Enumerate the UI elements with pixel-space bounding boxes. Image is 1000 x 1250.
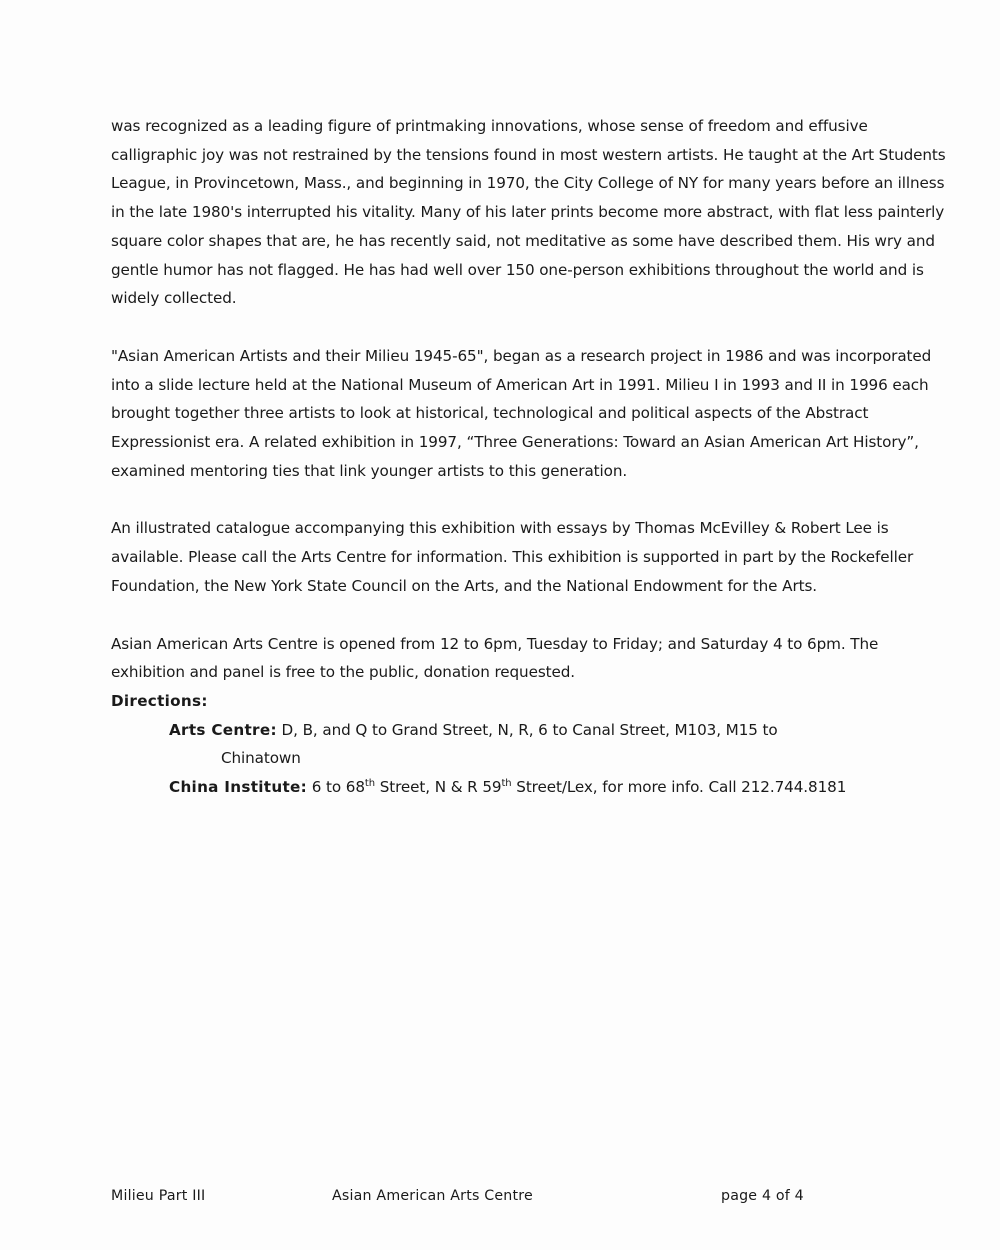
china-institute-text-2: Street, N & R 59 <box>374 778 502 797</box>
china-institute-sup-1: th <box>364 778 375 789</box>
china-institute-sup-2: th <box>501 778 512 789</box>
paragraph-artist-bio: was recognized as a leading figure of printmaking innovations, whose sense of freedom and effusive calligraphic joy was not restrained by the tensions found in most western artists. He taught at the Art Students League, in Provincetown, Mass., and beginning in 1970, the City College of NY for many years before an illness in the late 1980's interrupted his vitality. Many of his later prints become more abstract, with flat less painterly square color shapes that are, he has recently said, not meditative as some have described them. His wry and gentle humor has not flagged. He has had well over 150 one-person exhibitions throughout the world and is widely collected. <box>111 117 946 308</box>
paragraph-catalogue: An illustrated catalogue accompanying this exhibition with essays by Thomas McEvilley & Robert Lee is available. Please call the Arts Centre for information. This exhibition is supported in part by the Rockefeller Foundation, the New York State Council on the Arts, and the National Endowment for the Arts. <box>111 519 914 595</box>
arts-centre-directions: D, B, and Q to Grand Street, N, R, 6 to Canal Street, M103, M15 to <box>276 720 778 739</box>
directions-china-institute <box>169 773 956 802</box>
directions-heading: Directions: <box>111 691 208 710</box>
china-institute-label: China Institute: <box>169 778 307 797</box>
paragraph-milieu-history: "Asian American Artists and their Milieu 1945-65", began as a research project in 1986 and was incorporated into a slide lecture held at the National Museum of American Art in 1991. Milieu I in 1993 and II in 1996 each brought together three artists to look at historical, technological and political aspects of the Abstract Expressionist era. A related exhibition in 1997, “Three Generations: Toward an Asian American Art History”, examined mentoring ties that link younger artists to this generation. <box>111 346 932 480</box>
footer-page-number: page 4 of 4 <box>721 1188 804 1204</box>
arts-centre-directions-continued: Chinatown <box>221 749 301 768</box>
directions-arts-centre <box>169 716 956 745</box>
china-institute-text-3: Street/Lex, for more info. Call 212.744.8181 <box>511 778 847 797</box>
document-body <box>111 112 956 802</box>
china-institute-text-1: 6 to 68 <box>307 778 365 797</box>
footer-document-title: Milieu Part III <box>111 1188 206 1204</box>
page-footer <box>0 1184 1000 1208</box>
footer-organization: Asian American Arts Centre <box>332 1188 533 1204</box>
paragraph-hours: Asian American Arts Centre is opened from 12 to 6pm, Tuesday to Friday; and Saturday 4 to 6pm. The exhibition and panel is free to the public, donation requested. <box>111 634 879 682</box>
arts-centre-label: Arts Centre: <box>169 720 277 739</box>
